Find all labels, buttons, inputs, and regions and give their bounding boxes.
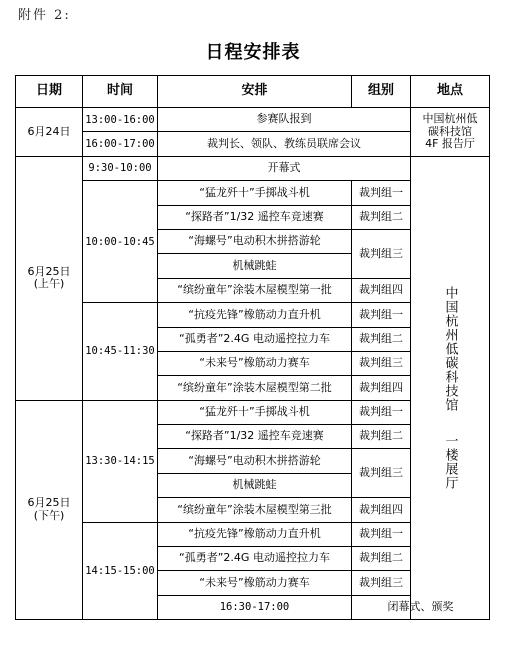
event-cell: “缤纷童年”涂装木屋模型第一批 [158, 278, 352, 302]
event-cell: “海螺号”电动积木拼搭游轮 [158, 229, 352, 253]
group-cell: 裁判组一 [352, 303, 411, 327]
event-cell: “探路者”1/32 遥控车竞速赛 [158, 205, 352, 229]
event-cell: “缤纷童年”涂装木屋模型第三批 [158, 498, 352, 522]
table-row [16, 156, 490, 180]
header-row [16, 76, 490, 108]
event-cell: “海螺号”电动积木拼搭游轮 [158, 449, 352, 473]
date-line: (上午) [33, 277, 65, 291]
date-cell: 6月24日 [16, 108, 83, 157]
event-cell: “猛龙歼十”手掷战斗机 [158, 181, 352, 205]
header-location: 地点 [411, 76, 490, 108]
time-cell: 13:00-16:00 [83, 108, 158, 132]
group-cell: 裁判组二 [352, 205, 411, 229]
group-cell: 裁判组二 [352, 425, 411, 449]
time-cell: 14:15-15:00 [83, 522, 158, 620]
schedule-table [15, 75, 490, 620]
date-line: 6月25日 [27, 496, 71, 510]
activity-cell: 开幕式 [158, 156, 411, 180]
activity-cell: 闭幕式、颁奖 [352, 595, 490, 619]
event-cell: “孤勇者”2.4G 电动遥控拉力车 [158, 547, 352, 571]
activity-cell: 裁判长、领队、教练员联席会议 [158, 132, 411, 156]
event-cell: “未来号”橡筋动力赛车 [158, 351, 352, 375]
time-cell: 10:45-11:30 [83, 303, 158, 401]
date-line: 6月25日 [27, 264, 71, 278]
time-cell: 13:30-14:15 [83, 400, 158, 522]
event-cell: “探路者”1/32 遥控车竞速赛 [158, 425, 352, 449]
header-arrangement: 安排 [158, 76, 352, 108]
event-cell: “孤勇者”2.4G 电动遥控拉力车 [158, 327, 352, 351]
event-cell: 机械跳蛙 [158, 473, 352, 497]
date-cell [16, 156, 83, 400]
time-cell: 16:30-17:00 [158, 595, 352, 619]
header-time: 时间 [83, 76, 158, 108]
location-line: 中国杭州低 [422, 111, 478, 125]
location-cell [411, 108, 490, 157]
group-cell: 裁判组三 [352, 449, 411, 498]
location-line: 4F 报告厅 [425, 137, 475, 151]
event-cell: 机械跳蛙 [158, 254, 352, 278]
event-cell: “抗疫先锋”橡筋动力直升机 [158, 303, 352, 327]
table-row [16, 108, 490, 132]
time-cell: 10:00-10:45 [83, 181, 158, 303]
group-cell: 裁判组一 [352, 400, 411, 424]
event-cell: “缤纷童年”涂装木屋模型第二批 [158, 376, 352, 400]
group-cell: 裁判组二 [352, 547, 411, 571]
group-cell: 裁判组三 [352, 571, 411, 595]
group-cell: 裁判组四 [352, 498, 411, 522]
time-cell: 9:30-10:00 [83, 156, 158, 180]
group-cell: 裁判组四 [352, 376, 411, 400]
header-group: 组别 [352, 76, 411, 108]
location-vertical-text: 一楼展厅 [442, 433, 458, 490]
date-line: (下午) [33, 508, 65, 522]
location-vertical-text: 中国杭州低碳科技馆 [442, 285, 458, 412]
location-cell [411, 156, 490, 619]
event-cell: “猛龙歼十”手掷战斗机 [158, 400, 352, 424]
group-cell: 裁判组一 [352, 181, 411, 205]
date-cell [16, 400, 83, 620]
page-title: 日程安排表 [205, 42, 301, 63]
attachment-label: 附件 2: [18, 8, 71, 23]
header-date: 日期 [16, 76, 83, 108]
location-line: 碳科技馆 [428, 124, 472, 138]
group-cell: 裁判组四 [352, 278, 411, 302]
event-cell: “未来号”橡筋动力赛车 [158, 571, 352, 595]
event-cell: “抗疫先锋”橡筋动力直升机 [158, 522, 352, 546]
activity-cell: 参赛队报到 [158, 108, 411, 132]
time-cell: 16:00-17:00 [83, 132, 158, 156]
group-cell: 裁判组三 [352, 351, 411, 375]
group-cell: 裁判组二 [352, 327, 411, 351]
group-cell: 裁判组三 [352, 229, 411, 278]
group-cell: 裁判组一 [352, 522, 411, 546]
